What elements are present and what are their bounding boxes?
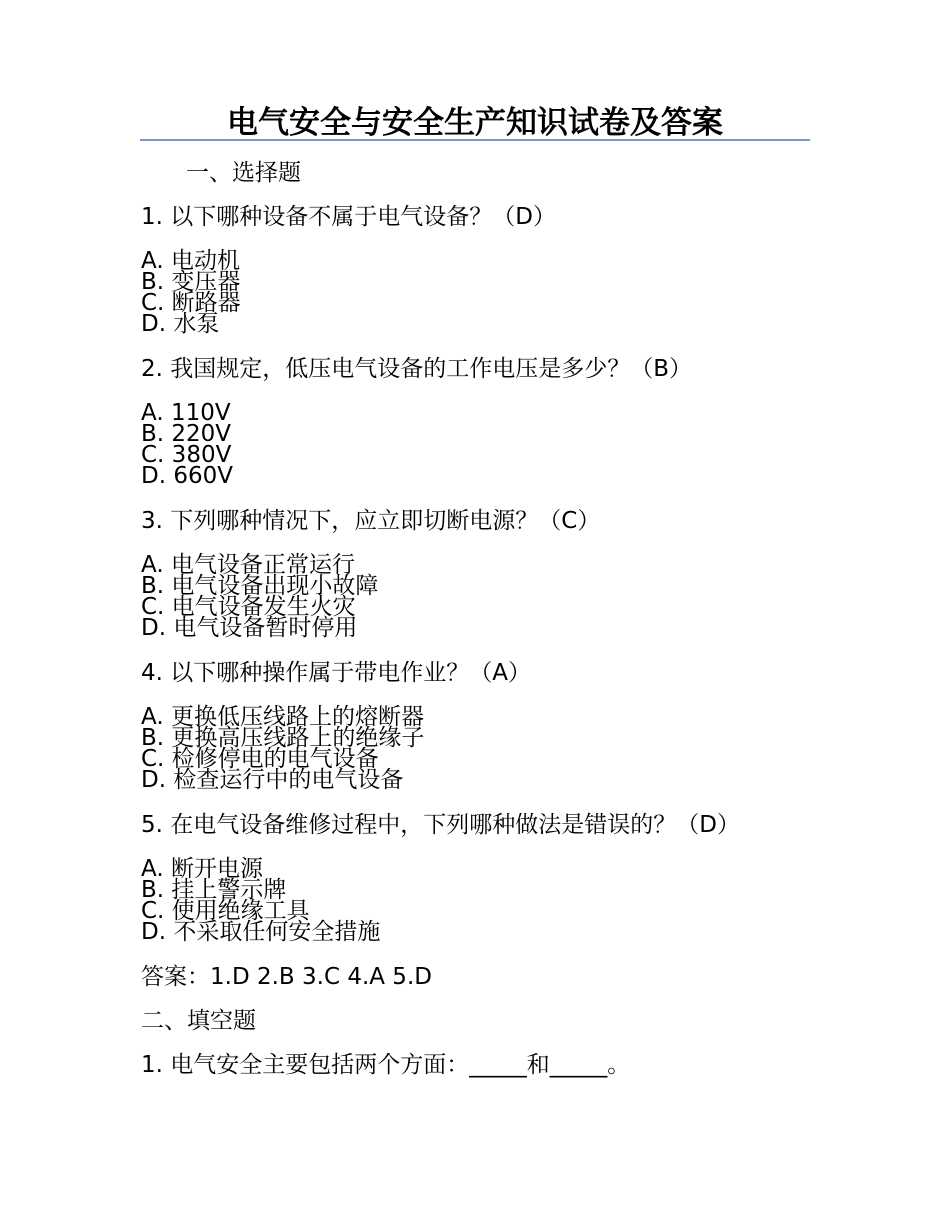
section-heading-fill: 二、填空题 [141, 1008, 256, 1034]
q5-option-c: C. 使用绝缘工具 [141, 898, 310, 924]
q4-option-d: D. 检查运行中的电气设备 [141, 767, 404, 793]
q4-option-c: C. 检修停电的电气设备 [141, 746, 379, 772]
document-title: 电气安全与安全生产知识试卷及答案 [227, 105, 723, 141]
q2-option-a: A. 110V [141, 400, 231, 426]
question-5: 5. 在电气设备维修过程中，下列哪种做法是错误的？（D） [141, 812, 740, 838]
q3-option-c: C. 电气设备发生火灾 [141, 594, 356, 620]
q1-option-b: B. 变压器 [141, 269, 241, 295]
q1-option-a: A. 电动机 [141, 248, 240, 274]
q2-option-c: C. 380V [141, 442, 232, 468]
title-underline [140, 139, 810, 141]
question-3: 3. 下列哪种情况下，应立即切断电源？（C） [141, 508, 601, 534]
q4-option-b: B. 更换高压线路上的绝缘子 [141, 725, 425, 751]
q3-option-b: B. 电气设备出现小故障 [141, 573, 379, 599]
question-4: 4. 以下哪种操作属于带电作业？（A） [141, 660, 531, 686]
question-1: 1. 以下哪种设备不属于电气设备？（D） [141, 204, 556, 230]
q5-option-a: A. 断开电源 [141, 856, 263, 882]
section-heading-choice: 一、选择题 [186, 160, 301, 186]
q1-option-c: C. 断路器 [141, 290, 241, 316]
question-2: 2. 我国规定，低压电气设备的工作电压是多少？（B） [141, 356, 693, 382]
q5-option-b: B. 挂上警示牌 [141, 877, 287, 903]
q3-option-d: D. 电气设备暂时停用 [141, 615, 358, 641]
q2-option-d: D. 660V [141, 463, 233, 489]
answer-key: 答案：1.D 2.B 3.C 4.A 5.D [141, 964, 432, 990]
fill-question-1: 1. 电气安全主要包括两个方面：_____和_____。 [141, 1052, 631, 1078]
q3-option-a: A. 电气设备正常运行 [141, 552, 355, 578]
q2-option-b: B. 220V [141, 421, 232, 447]
q4-option-a: A. 更换低压线路上的熔断器 [141, 704, 424, 730]
q1-option-d: D. 水泵 [141, 311, 220, 337]
q5-option-d: D. 不采取任何安全措施 [141, 919, 381, 945]
